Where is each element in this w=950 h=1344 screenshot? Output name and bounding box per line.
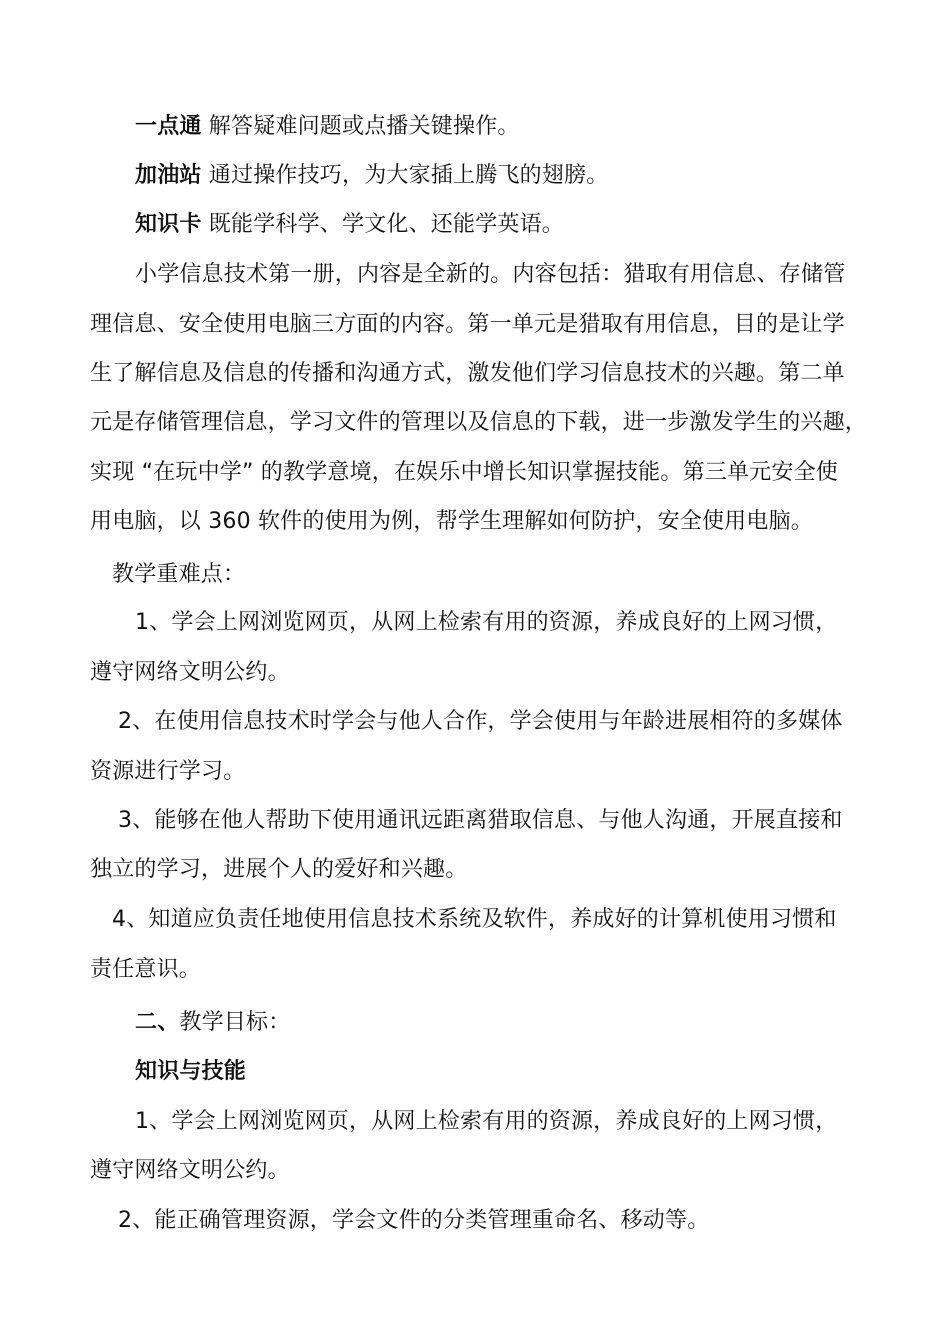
feature-line	[135, 112, 520, 142]
feature-desc: 通过操作技巧，为大家插上腾飞的翅膀。	[201, 163, 609, 188]
feature-desc: 既能学科学、学文化、还能学英语。	[201, 212, 565, 237]
intro-paragraph-line: 用电脑，以 360 软件的使用为例，帮学生理解如何防护，安全使用电脑。	[90, 509, 813, 534]
key-point-line: 2、在使用信息技术时学会与他人合作，学会使用与年龄进展相符的多媒体	[118, 709, 843, 734]
key-point-line: 遵守网络文明公约。	[90, 660, 290, 685]
key-point-line: 4、知道应负责任地使用信息技术系统及软件，养成好的计算机使用习惯和	[112, 907, 837, 932]
feature-term: 知识卡	[135, 212, 202, 237]
key-point-line: 责任意识。	[90, 957, 202, 982]
key-point-line: 独立的学习，进展个人的爱好和兴趣。	[90, 857, 468, 882]
section-heading	[135, 1008, 290, 1038]
intro-paragraph-line: 实现 “在玩中学” 的教学意境，在娱乐中增长知识掌握技能。第三单元安全使	[90, 460, 838, 485]
skill-line: 2、能正确管理资源，学会文件的分类管理重命名、移动等。	[118, 1208, 710, 1233]
feature-line	[135, 210, 564, 240]
feature-line	[135, 161, 608, 191]
key-points-heading: 教学重难点：	[112, 562, 246, 587]
intro-paragraph-line: 小学信息技术第一册，内容是全新的。内容包括：猎取有用信息、存储管	[135, 262, 846, 287]
key-point-line: 3、能够在他人帮助下使用通讯远距离猎取信息、与他人沟通，开展直接和	[118, 808, 843, 833]
skill-line: 1、学会上网浏览网页，从网上检索有用的资源，养成良好的上网习惯，	[135, 1109, 838, 1134]
feature-term: 加油站	[135, 163, 202, 188]
subsection-title: 知识与技能	[135, 1059, 247, 1084]
section-number: 二、	[135, 1010, 180, 1035]
intro-paragraph-line: 理信息、安全使用电脑三方面的内容。第一单元是猎取有用信息，目的是让学	[90, 312, 845, 337]
feature-desc: 解答疑难问题或点播关键操作。	[201, 114, 520, 139]
feature-term: 一点通	[135, 114, 202, 139]
skill-line: 遵守网络文明公约。	[90, 1158, 290, 1183]
key-point-line: 资源进行学习。	[90, 759, 246, 784]
key-point-line: 1、学会上网浏览网页，从网上检索有用的资源，养成良好的上网习惯，	[135, 610, 838, 635]
section-title: 教学目标：	[179, 1010, 291, 1035]
intro-paragraph-line: 生了解信息及信息的传播和沟通方式，激发他们学习信息技术的兴趣。第二单	[90, 361, 845, 386]
intro-paragraph-line: 元是存储管理信息，学习文件的管理以及信息的下载，进一步激发学生的兴趣，	[90, 410, 868, 435]
